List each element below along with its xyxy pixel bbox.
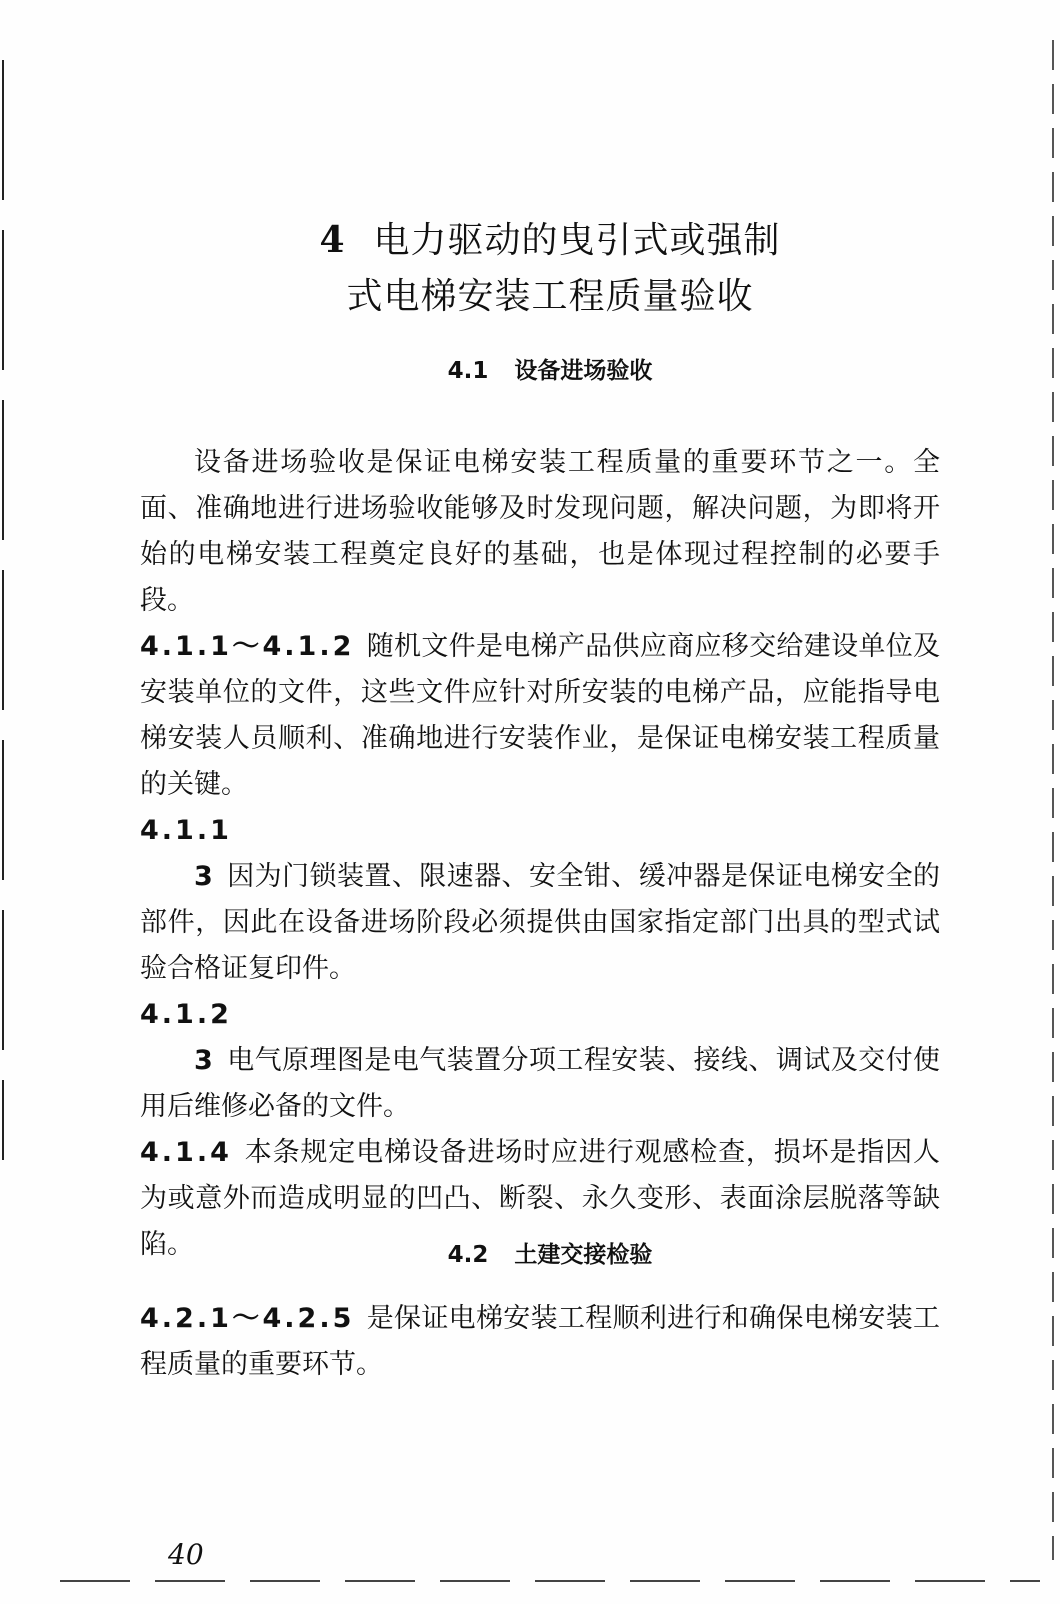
item-number: 3 <box>194 1045 213 1076</box>
clause-4-1-1-item <box>140 854 940 992</box>
chapter-title-line2: 式电梯安装工程质量验收 <box>346 276 754 317</box>
clause-number: 4.2.1～4.2.5 <box>140 1303 355 1334</box>
clause-4-1-2-item <box>140 1038 940 1130</box>
section-title: 设备进场验收 <box>514 358 653 384</box>
section-title: 土建交接检验 <box>514 1242 653 1268</box>
clause-number: 4.1.4 <box>140 1137 232 1168</box>
section-heading-4-2 <box>140 1236 960 1269</box>
section-intro-paragraph: 设备进场验收是保证电梯安装工程质量的重要环节之一。全面、准确地进行进场验收能够及时发现问题，解决问题，为即将开始的电梯安装工程奠定良好的基础，也是体现过程控制的必要手段。 <box>140 447 940 616</box>
section-4-1-body <box>140 440 940 1268</box>
clause-text: 随机文件是电梯产品供应商应移交给建设单位及安装单位的文件，这些文件应针对所安装的电梯产品，应能指导电梯安装人员顺利、准确地进行安装作业，是保证电梯安装工程质量的关键。 <box>140 631 941 800</box>
clause-number: 4.1.2 <box>140 999 232 1030</box>
scan-left-edge <box>2 60 4 1160</box>
clause-4-1-1-heading <box>140 808 940 854</box>
item-text: 因为门锁装置、限速器、安全钳、缓冲器是保证电梯安全的部件，因此在设备进场阶段必须提供由国家指定部门出具的型式试验合格证复印件。 <box>140 861 940 984</box>
scan-bottom-edge <box>60 1580 1040 1582</box>
clause-4-2-1-to-4-2-5 <box>140 1296 940 1388</box>
clause-text: 本条规定电梯设备进场时应进行观感检查，损坏是指因人为或意外而造成明显的凹凸、断裂、永久变形、表面涂层脱落等缺陷。 <box>140 1137 940 1260</box>
scan-right-edge <box>1052 40 1054 1560</box>
chapter-title-text1: 电力驱动的曳引式或强制 <box>373 220 781 261</box>
chapter-title <box>140 212 960 325</box>
section-number: 4.2 <box>447 1242 489 1268</box>
section-4-2-body <box>140 1296 940 1388</box>
clause-number: 4.1.1～4.1.2 <box>140 631 355 662</box>
clause-4-1-2-heading <box>140 992 940 1038</box>
item-number: 3 <box>194 861 213 892</box>
section-number: 4.1 <box>447 358 489 384</box>
page-number: 40 <box>168 1538 204 1571</box>
item-text: 电气原理图是电气装置分项工程安装、接线、调试及交付使用后维修必备的文件。 <box>140 1045 940 1122</box>
section-heading-4-1 <box>140 352 960 385</box>
clause-text: 是保证电梯安装工程顺利进行和确保电梯安装工程质量的重要环节。 <box>140 1303 941 1380</box>
chapter-title-line1 <box>140 212 960 269</box>
chapter-number: 4 <box>319 219 346 261</box>
clause-number: 4.1.1 <box>140 815 232 846</box>
clause-4-1-1-to-4-1-2 <box>140 624 940 808</box>
